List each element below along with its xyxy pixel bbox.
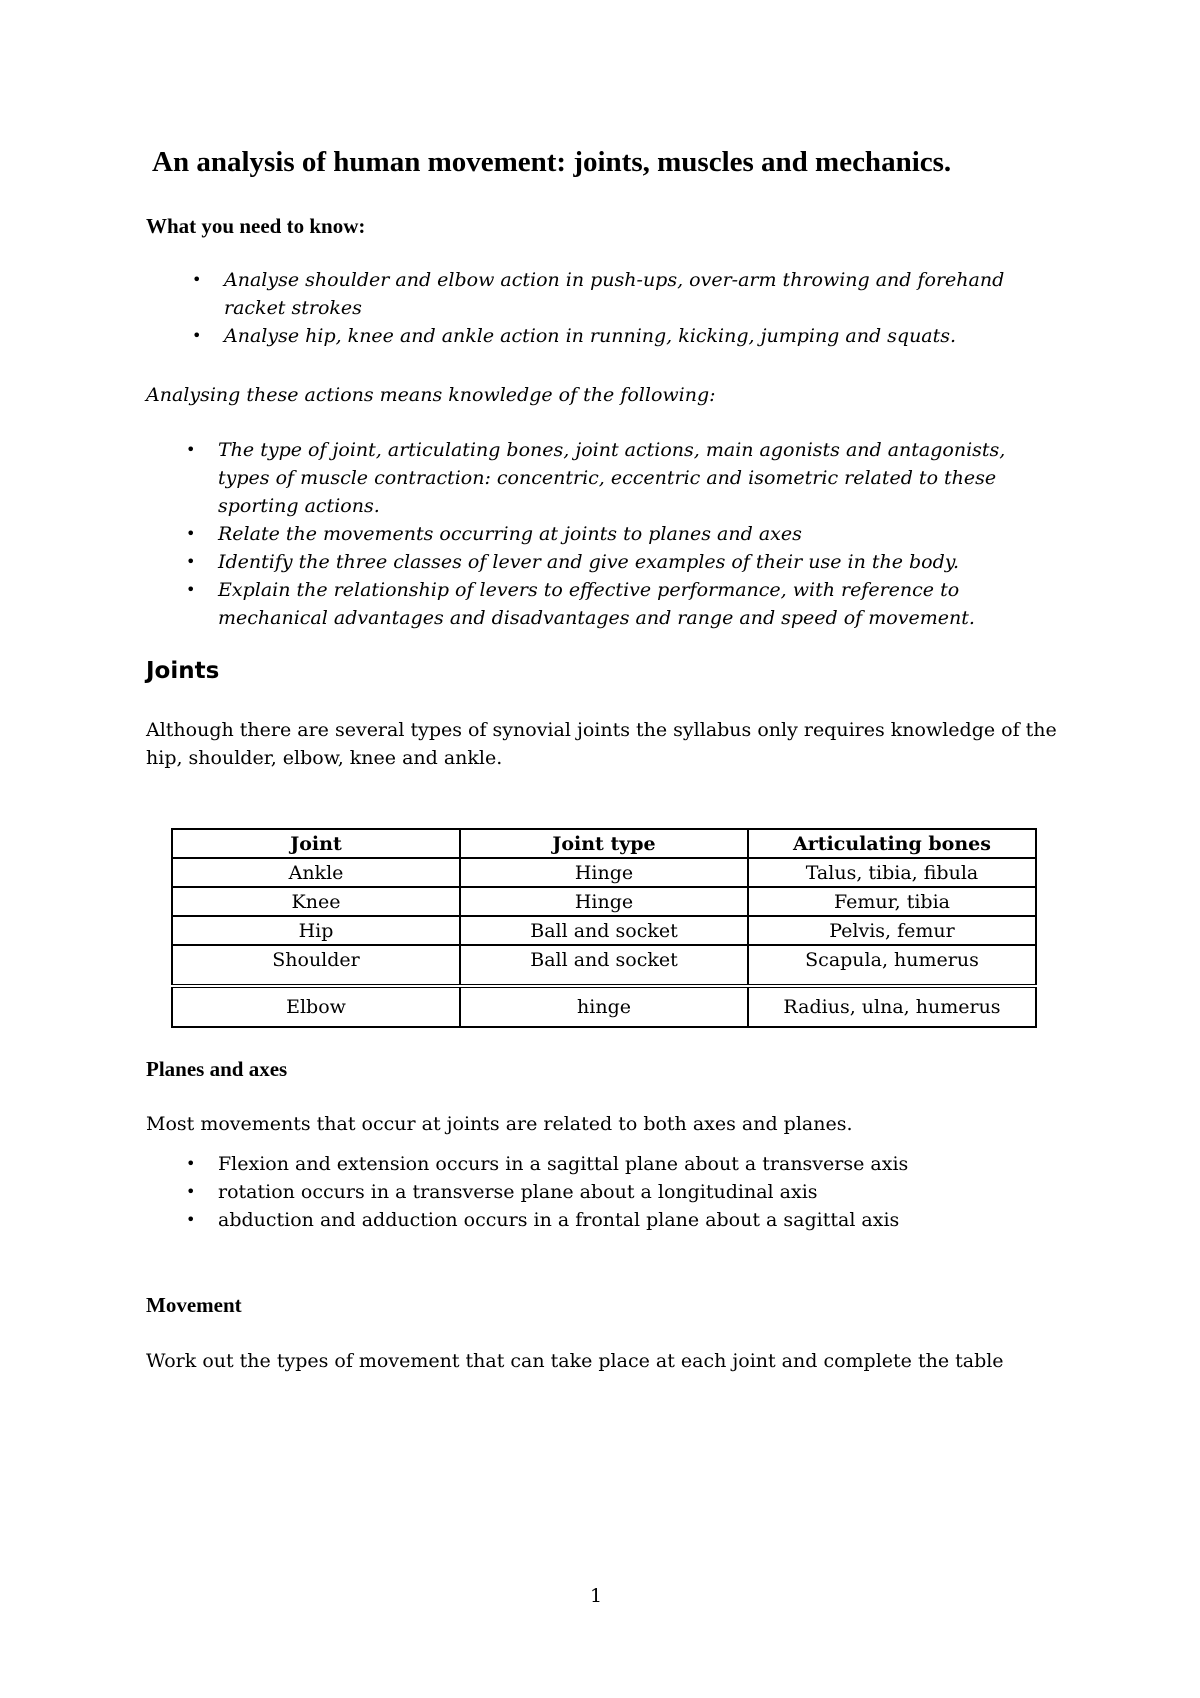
bullet-icon: • (186, 1210, 196, 1229)
list-item: • Relate the movements occurring at joints to planes and axes (218, 520, 1048, 548)
table-header-cell: Articulating bones (748, 829, 1036, 858)
bullet-icon: • (192, 326, 202, 345)
bullet-icon: • (186, 440, 196, 459)
table-cell: Femur, tibia (748, 887, 1036, 916)
page-title: An analysis of human movement: joints, muscles and mechanics. (152, 146, 952, 178)
joints-paragraph: Although there are several types of synovial joints the syllabus only requires knowledge of the hip, shoulder, elbow, knee and ankle. (146, 719, 1057, 769)
need-to-know-heading: What you need to know: (146, 214, 366, 238)
table-cell: Scapula, humerus (748, 945, 1036, 986)
list-item: • Analyse shoulder and elbow action in push-ups, over-arm throwing and forehand racket strokes (224, 266, 1044, 322)
list-item: • The type of joint, articulating bones, joint actions, main agonists and antagonists, types of muscle contraction: concentric, eccentric and isometric related to these sporting actions. (218, 436, 1048, 520)
table-cell: Ball and socket (460, 916, 748, 945)
table-row (172, 916, 1036, 945)
list-item: • rotation occurs in a transverse plane about a longitudinal axis (218, 1178, 1048, 1206)
table-cell: Hip (172, 916, 460, 945)
analysing-list (186, 436, 1048, 632)
table-cell: Elbow (172, 986, 460, 1027)
table-row (172, 887, 1036, 916)
table-header-cell: Joint type (460, 829, 748, 858)
bullet-icon: • (186, 552, 196, 571)
table-cell: Hinge (460, 887, 748, 916)
planes-intro: Most movements that occur at joints are related to both axes and planes. (146, 1113, 853, 1135)
bullet-icon: • (186, 1154, 196, 1173)
table-header-row (172, 829, 1036, 858)
table-header-cell: Joint (172, 829, 460, 858)
bullet-icon: • (186, 524, 196, 543)
list-item: • Flexion and extension occurs in a sagittal plane about a transverse axis (218, 1150, 1048, 1178)
table-cell: Pelvis, femur (748, 916, 1036, 945)
table-row (172, 858, 1036, 887)
list-item: • Analyse hip, knee and ankle action in running, kicking, jumping and squats. (224, 322, 1044, 350)
table-row (172, 986, 1036, 1027)
table-cell: hinge (460, 986, 748, 1027)
table-cell: Radius, ulna, humerus (748, 986, 1036, 1027)
movement-paragraph: Work out the types of movement that can take place at each joint and complete the table (146, 1350, 1004, 1372)
bullet-icon: • (186, 580, 196, 599)
analysing-intro: Analysing these actions means knowledge of the following: (146, 384, 716, 406)
bullet-icon: • (192, 270, 202, 289)
planes-heading: Planes and axes (146, 1057, 288, 1081)
table-cell: Ankle (172, 858, 460, 887)
list-item: • Explain the relationship of levers to effective performance, with reference to mechanical advantages and disadvantages and range and speed of movement. (218, 576, 1048, 632)
list-item: • abduction and adduction occurs in a frontal plane about a sagittal axis (218, 1206, 1048, 1234)
page-number: 1 (590, 1585, 603, 1607)
table-cell: Ball and socket (460, 945, 748, 986)
bullet-icon: • (186, 1182, 196, 1201)
movement-heading: Movement (146, 1293, 242, 1317)
table-cell: Talus, tibia, fibula (748, 858, 1036, 887)
table-cell: Knee (172, 887, 460, 916)
planes-list (186, 1150, 1048, 1234)
joints-heading: Joints (146, 658, 220, 684)
joints-table (171, 828, 1037, 1028)
table-cell: Shoulder (172, 945, 460, 986)
table-row (172, 945, 1036, 986)
need-to-know-list (192, 266, 1044, 350)
table-cell: Hinge (460, 858, 748, 887)
list-item: • Identify the three classes of lever and give examples of their use in the body. (218, 548, 1048, 576)
